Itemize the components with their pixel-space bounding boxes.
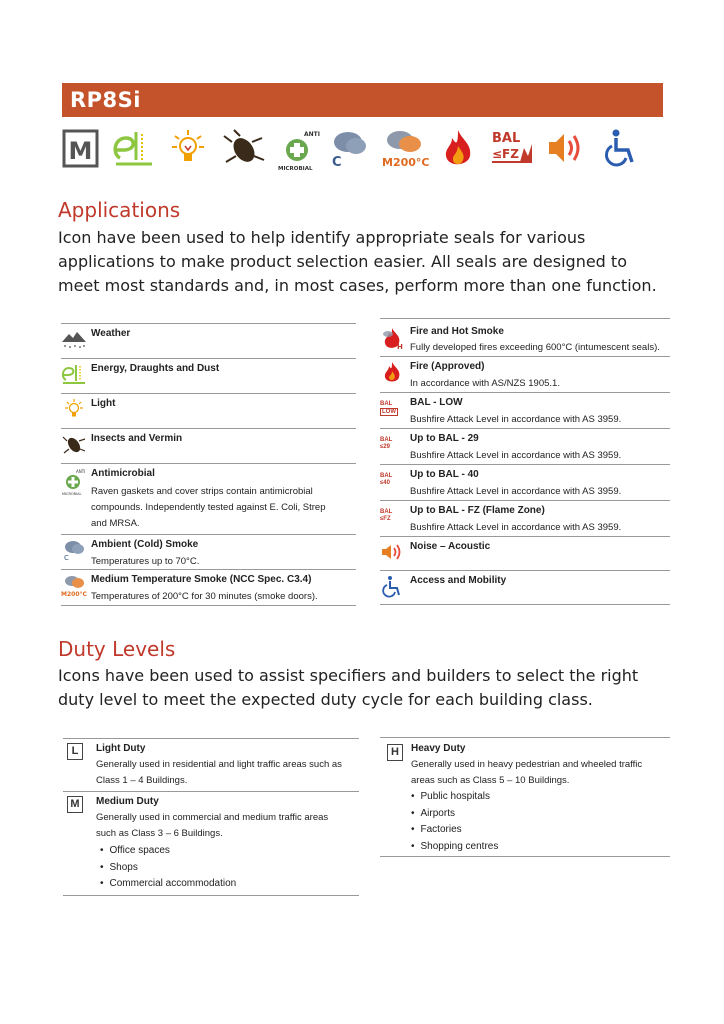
- duty-levels-heading: Duty Levels: [58, 637, 176, 661]
- row-description: Bushfire Attack Level in accordance with AS 3959.: [410, 414, 622, 425]
- access-icon: [600, 128, 640, 172]
- medium-temp-smoke-icon: [61, 574, 87, 596]
- row-title: Energy, Draughts and Dust: [91, 363, 220, 374]
- fire-icon: [380, 361, 406, 383]
- bal-label: BAL: [380, 401, 393, 407]
- applications-line-2: applications to make product selection easier. All seals are designed to: [58, 252, 627, 271]
- list-item: • Commercial accommodation: [100, 876, 236, 893]
- svg-text:MICROBIAL: MICROBIAL: [62, 492, 82, 496]
- bal-level: ≤29: [380, 444, 390, 450]
- medium-temp-smoke-icon: [380, 128, 428, 172]
- list-item: • Shopping centres: [411, 839, 498, 856]
- row-description: In accordance with AS/NZS 1905.1.: [410, 378, 560, 389]
- row-description-line: areas such as Class 5 – 10 Buildings.: [411, 775, 570, 786]
- bal-label: BAL: [380, 437, 393, 443]
- insect-icon: [222, 128, 262, 172]
- row-description-line: and MRSA.: [91, 518, 140, 529]
- insect-icon: [61, 433, 87, 455]
- svg-text:H: H: [397, 343, 403, 351]
- bal-level: LOW: [382, 409, 396, 415]
- svg-text:M200°C: M200°C: [61, 591, 87, 598]
- row-description: [411, 757, 642, 789]
- antimicrobial-icon: [276, 128, 320, 172]
- row-description-line: such as Class 3 – 6 Buildings.: [96, 828, 223, 839]
- fire-hot-smoke-icon: [380, 326, 406, 351]
- medium-duty-list: [100, 843, 236, 893]
- applications-description: [58, 226, 657, 298]
- row-title: Up to BAL - 29: [410, 433, 479, 444]
- svg-text:C: C: [64, 554, 69, 562]
- row-title: Weather: [91, 328, 131, 339]
- bal-low-icon: [380, 397, 406, 419]
- duty-levels-description: [58, 664, 638, 712]
- product-title-bar: [62, 83, 663, 117]
- energy-icon: [112, 128, 152, 172]
- table-row: [380, 537, 670, 571]
- svg-text:M200°C: M200°C: [382, 156, 430, 169]
- applications-line-3: meet most standards and, in most cases, perform more than one function.: [58, 276, 657, 295]
- applications-table-right: [380, 322, 670, 604]
- weather-icon: [61, 328, 87, 350]
- ambient-smoke-icon: [61, 539, 87, 561]
- heavy-duty-icon: H: [387, 744, 403, 761]
- bal-fz-icon: [490, 128, 530, 172]
- svg-text:ANTI: ANTI: [76, 469, 86, 474]
- row-description: [96, 810, 328, 842]
- table-row: [61, 464, 356, 535]
- row-description-line: Raven gaskets and cover strips contain antimicrobial: [91, 486, 313, 497]
- table-row: [61, 570, 356, 606]
- bal-level: ≤FZ: [380, 516, 391, 522]
- row-title: Antimicrobial: [91, 468, 155, 479]
- light-duty-icon: L: [67, 743, 83, 760]
- table-row: [61, 429, 356, 464]
- duty-row-light: [63, 739, 359, 792]
- duty-table-right: [380, 739, 670, 857]
- light-icon: [61, 398, 87, 420]
- row-title: Up to BAL - FZ (Flame Zone): [410, 505, 545, 516]
- table-row: [380, 571, 670, 605]
- row-title: Access and Mobility: [410, 575, 507, 586]
- bal-level: ≤40: [380, 480, 390, 486]
- row-description-line: Generally used in commercial and medium traffic areas: [96, 812, 329, 823]
- duty-row-heavy: [380, 739, 670, 857]
- bal-29-icon: [380, 433, 406, 455]
- duty-line-2: duty level to meet the expected duty cycle for each building class.: [58, 690, 593, 709]
- row-title: Fire and Hot Smoke: [410, 326, 504, 337]
- access-icon: [380, 575, 406, 597]
- svg-text:C: C: [332, 155, 342, 170]
- svg-text:BAL: BAL: [492, 131, 521, 146]
- list-item: • Office spaces: [100, 843, 236, 860]
- ambient-smoke-icon: [328, 128, 368, 172]
- list-item: • Airports: [411, 806, 498, 823]
- table-row: [380, 501, 670, 537]
- bal-label: BAL: [380, 473, 393, 479]
- noise-icon: [546, 128, 586, 172]
- icon-strip: [62, 128, 652, 172]
- row-description: Fully developed fires exceeding 600°C (intumescent seals).: [410, 342, 660, 353]
- svg-text:ANTI: ANTI: [304, 131, 320, 138]
- table-row: [61, 359, 356, 394]
- row-title: Light Duty: [96, 743, 146, 754]
- row-description-line: Generally used in residential and light traffic areas such as: [96, 759, 342, 770]
- heavy-duty-list: [411, 789, 498, 855]
- applications-table-left: [61, 324, 356, 606]
- applications-line-1: Icon have been used to help identify appropriate seals for various: [58, 228, 586, 247]
- list-item: • Shops: [100, 860, 236, 877]
- row-description: [91, 484, 325, 532]
- row-description: Bushfire Attack Level in accordance with AS 3959.: [410, 486, 622, 497]
- bal-fz-icon: [380, 505, 406, 527]
- duty-table-left: [63, 739, 359, 896]
- fire-icon: [440, 128, 480, 172]
- row-title: Up to BAL - 40: [410, 469, 479, 480]
- row-description: Temperatures of 200°C for 30 minutes (smoke doors).: [91, 591, 318, 602]
- medium-duty-icon: M: [67, 796, 83, 813]
- row-title: Noise – Acoustic: [410, 541, 491, 552]
- row-description: Temperatures up to 70°C.: [91, 556, 200, 567]
- right-table-top-rule: [380, 318, 670, 319]
- bal-40-icon: [380, 469, 406, 491]
- row-title: Medium Duty: [96, 796, 159, 807]
- list-item: • Public hospitals: [411, 789, 498, 806]
- light-icon: [170, 128, 210, 172]
- energy-icon: [61, 363, 87, 385]
- antimicrobial-icon: [61, 468, 87, 496]
- bal-label: BAL: [380, 509, 393, 515]
- row-description-line: Class 1 – 4 Buildings.: [96, 775, 188, 786]
- row-description-line: compounds. Independently tested against E. Coli, Strep: [91, 502, 326, 513]
- row-title: BAL - LOW: [410, 397, 463, 408]
- svg-text:MICROBIAL: MICROBIAL: [278, 166, 313, 172]
- row-description: Bushfire Attack Level in accordance with AS 3959.: [410, 450, 622, 461]
- noise-icon: [380, 541, 406, 563]
- product-title: RP8Si: [70, 88, 141, 112]
- svg-text:≤FZ: ≤FZ: [492, 147, 519, 161]
- applications-heading: Applications: [58, 198, 181, 222]
- table-row: [61, 535, 356, 570]
- duty-row-medium: [63, 792, 359, 896]
- table-row: [61, 394, 356, 429]
- row-description: [96, 757, 342, 789]
- row-title: Fire (Approved): [410, 361, 485, 372]
- row-description: Bushfire Attack Level in accordance with AS 3959.: [410, 522, 622, 533]
- table-row: [380, 393, 670, 429]
- table-row: [380, 429, 670, 465]
- table-row: [380, 465, 670, 501]
- list-item: • Factories: [411, 822, 498, 839]
- duty-line-1: Icons have been used to assist specifiers and builders to select the right: [58, 666, 639, 685]
- row-description-line: Generally used in heavy pedestrian and wheeled traffic: [411, 759, 643, 770]
- table-row: [380, 357, 670, 393]
- row-title: Ambient (Cold) Smoke: [91, 539, 199, 550]
- table-row: [61, 324, 356, 359]
- row-title: Insects and Vermin: [91, 433, 183, 444]
- row-title: Heavy Duty: [411, 743, 466, 754]
- svg-text:M: M: [68, 137, 93, 165]
- row-title: Medium Temperature Smoke (NCC Spec. C3.4): [91, 574, 312, 585]
- table-row: [380, 322, 670, 357]
- row-title: Light: [91, 398, 116, 409]
- duty-right-top-rule: [380, 737, 670, 738]
- m-icon: [62, 128, 102, 172]
